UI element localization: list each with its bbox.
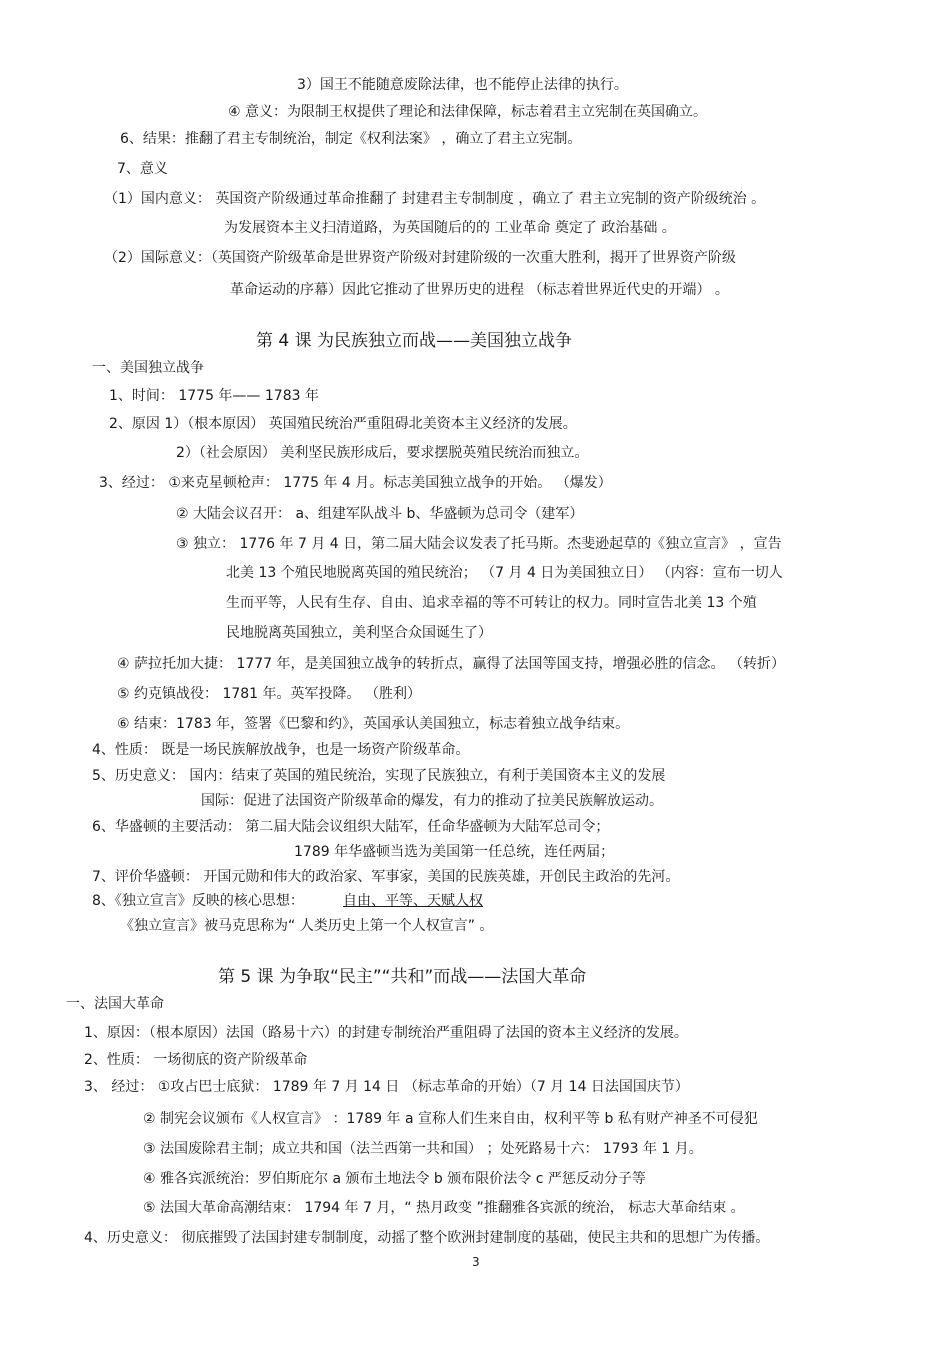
text-line: 5、历史意义： 国内：结束了英国的殖民统治，实现了民族独立，有利于美国资本主义的发展	[92, 768, 666, 784]
text-line: ⑤ 法国大革命高潮结束： 1794 年 7 月，“ 热月政变 ”推翻雅各宾派的统治， 标志大革命结束 。	[143, 1200, 745, 1216]
text-line: 生而平等，人民有生存、自由、追求幸福的等不可转让的权力。同时宣告北美 13 个殖	[226, 595, 757, 611]
text-line: 1、时间： 1775 年—— 1783 年	[109, 388, 319, 404]
text-line: 7、评价华盛顿： 开国元勋和伟大的政治家、军事家，美国的民族英雄，开创民主政治的先河。	[92, 869, 680, 885]
text-line: 2、性质： 一场彻底的资产阶级革命	[84, 1052, 308, 1068]
text-line: （2）国际意义：（英国资产阶级革命是世界资产阶级对封建阶级的一次重大胜利，揭开了世界资产阶级	[104, 250, 736, 266]
text-line: ④ 意义：为限制王权提供了理论和法律保障，标志着君主立宪制在英国确立。	[228, 104, 707, 120]
text-line: 4、历史意义： 彻底摧毁了法国封建专制制度，动摇了整个欧洲封建制度的基础，使民主共和的思想广为传播。	[84, 1230, 770, 1246]
text-line: 2）（社会原因） 美利坚民族形成后，要求摆脱英殖民统治而独立。	[176, 445, 589, 461]
text-line: 革命运动的序幕）因此它推动了世界历史的进程 （标志着世界近代史的开端） 。	[230, 282, 729, 298]
text-line: 6、结果：推翻了君主专制统治，制定《权利法案》 ，确立了君主立宪制。	[120, 131, 582, 147]
section-heading: 一、法国大革命	[66, 996, 164, 1012]
text-line: ③ 法国废除君主制；成立共和国（法兰西第一共和国） ；处死路易十六： 1793 年 1 月。	[143, 1141, 703, 1157]
text-line: ③ 独立： 1776 年 7 月 4 日，第二届大陆会议发表了托马斯。杰斐逊起草的《独立宣言》 ，宣告	[176, 536, 782, 552]
text-line: 北美 13 个殖民地脱离英国的殖民统治； （7 月 4 日为美国独立日） （内容：宣布一切人	[226, 565, 783, 581]
text-line: ④ 雅各宾派统治：罗伯斯庇尔 a 颁布土地法令 b 颁布限价法令 c 严惩反动分子等	[143, 1171, 646, 1187]
text-line: 2、原因 1）（根本原因） 英国殖民统治严重阻碍北美资本主义经济的发展。	[109, 416, 577, 432]
text-line: 4、性质： 既是一场民族解放战争，也是一场资产阶级革命。	[92, 742, 470, 758]
text-line: 国际：促进了法国资产阶级革命的爆发，有力的推动了拉美民族解放运动。	[201, 793, 663, 809]
text-line: 为发展资本主义扫清道路，为英国随后的的 工业革命 奠定了 政治基础 。	[224, 220, 676, 236]
section-heading: 一、美国独立战争	[92, 360, 204, 376]
text-line: ④ 萨拉托加大捷： 1777 年，是美国独立战争的转折点，赢得了法国等国支持，增强必胜的信念。 （转折）	[117, 656, 785, 672]
text-line: 3）国王不能随意废除法律，也不能停止法律的执行。	[297, 77, 628, 93]
text-line: 6、华盛顿的主要活动： 第二届大陆会议组织大陆军，任命华盛顿为大陆军总司令；	[92, 819, 610, 835]
text-line: 民地脱离英国独立，美利坚合众国诞生了）	[226, 625, 492, 641]
text-line: ② 制宪会议颁布《人权宣言》 ：1789 年 a 宣称人们生来自由，权利平等 b 私有财产神圣不可侵犯	[143, 1111, 758, 1127]
core-idea-answer: 自由、平等、天赋人权	[343, 893, 483, 909]
text-line: 3、 经过： ①攻占巴士底狱： 1789 年 7 月 14 日 （标志革命的开始）（7 月 14 日法国国庆节）	[84, 1079, 689, 1095]
text-line: ⑤ 约克镇战役： 1781 年。英军投降。 （胜利）	[117, 686, 421, 702]
text-line: ② 大陆会议召开： a、组建军队战斗 b、华盛顿为总司令（建军）	[176, 506, 584, 522]
text-line: 1789 年华盛顿当选为美国第一任总统，连任两届；	[294, 844, 615, 860]
text-line: 3、经过： ①来克星顿枪声： 1775 年 4 月。标志美国独立战争的开始。 （爆发）	[99, 475, 612, 491]
text-line: （1）国内意义： 英国资产阶级通过革命推翻了 封建君主专制制度 ，确立了 君主立宪制的资产阶级统治 。	[104, 191, 766, 207]
text-line: 《独立宣言》被马克思称为“ 人类历史上第一个人权宣言” 。	[120, 918, 494, 934]
text-line: 8、《独立宣言》反映的核心思想：	[92, 893, 304, 909]
text-line: ⑥ 结束：1783 年，签署《巴黎和约》，英国承认美国独立，标志着独立战争结束。	[117, 716, 630, 732]
text-line: 1、原因：（根本原因）法国（路易十六）的封建专制统治严重阻碍了法国的资本主义经济的发展。	[84, 1025, 688, 1041]
lesson-title: 第 5 课 为争取“民主”“共和”而战——法国大革命	[218, 967, 587, 987]
page-number: 3	[472, 1255, 480, 1269]
text-line: 7、意义	[117, 161, 168, 177]
lesson-title: 第 4 课 为民族独立而战——美国独立战争	[256, 331, 573, 351]
